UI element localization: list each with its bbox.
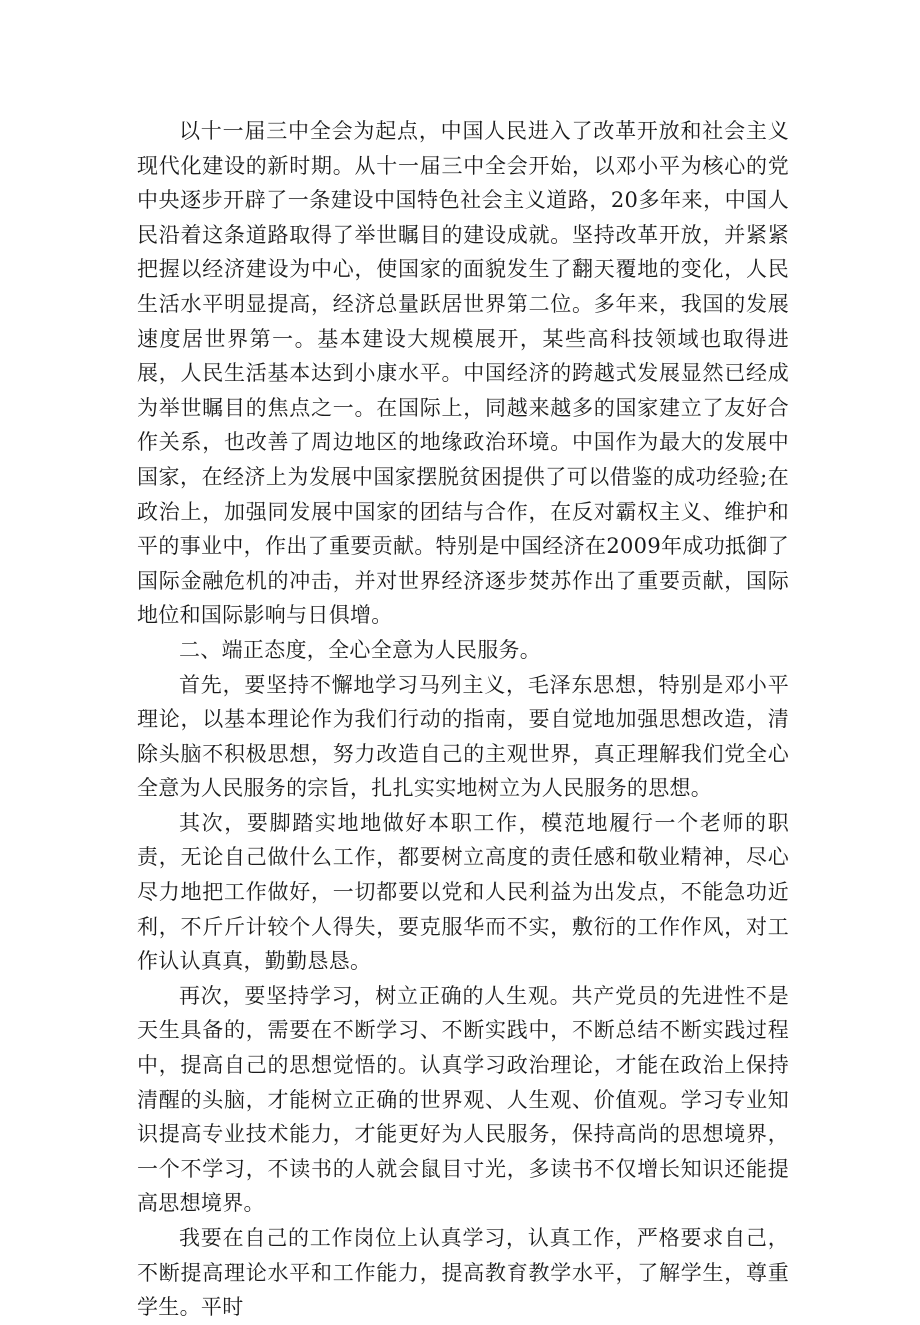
section-heading-serve-people: 二、端正态度，全心全意为人民服务。 xyxy=(179,637,542,662)
paragraph-achievements: 以十一届三中全会为起点，中国人民进入了改革开放和社会主义现代化建设的新时期。从十一届三中全会开始，以邓小平为核心的党中央逐步开辟了一条建设中国特色社会主义道路，20多年来，中国人民沿着这条道路取得了举世瞩目的建设成就。坚持改革开放，并紧紧把握以经济建设为中心，使国家的面貌发生了翻天覆地的变化，人民生活水平明显提高，经济总量跃居世界第二位。多年来，我国的发展速度居世界第一。基本建设大规模展开，某些高科技领域也取得进展，人民生活基本达到小康水平。中国经济的跨越式发展显然已经成为举世瞩目的焦点之一。在国际上，同越来越多的国家建立了友好合作关系，也改善了周边地区的地缘政治环境。中国作为最大的发展中国家，在经济上为发展中国家摆脱贫困提供了可以借鉴的成功经验;在政治上，加强同发展中国家的团结与合作，在反对霸权主义、维护和平的事业中，作出了重要贡献。特别是中国经济在2009年成功抵御了国际金融危机的冲击，并对世界经济逐步焚苏作出了重要贡献，国际地位和国际影响与日俱增。 xyxy=(137,119,789,628)
paragraph-first-study-theory: 首先，要坚持不懈地学习马列主义，毛泽东思想，特别是邓小平理论，以基本理论作为我们行动的指南，要自觉地加强思想改造，清除头脑不积极思想，努力改造自己的主观世界，真正理解我们党全心全意为人民服务的宗旨，扎扎实实地树立为人民服务的思想。 xyxy=(137,672,789,801)
document-body xyxy=(137,114,789,1325)
paragraph-personal-commitment: 我要在自己的工作岗位上认真学习，认真工作，严格要求自己，不断提高理论水平和工作能力，提高教育教学水平，了解学生，尊重学生。平时 xyxy=(137,1226,789,1320)
paragraph-second-do-job-well: 其次，要脚踏实地地做好本职工作，模范地履行一个老师的职责，无论自己做什么工作，都要树立高度的责任感和敬业精神，尽心尽力地把工作做好，一切都要以党和人民利益为出发点，不能急功近利，不斤斤计较个人得失，要克服华而不实，敷衍的工作作风，对工作认认真真，勤勤恳恳。 xyxy=(137,810,789,974)
paragraph-third-keep-learning: 再次，要坚持学习，树立正确的人生观。共产党员的先进性不是天生具备的，需要在不断学习、不断实践中，不断总结不断实践过程中，提高自己的思想觉悟的。认真学习政治理论，才能在政治上保持清醒的头脑，才能树立正确的世界观、人生观、价值观。学习专业知识提高专业技术能力，才能更好为人民服务，保持高尚的思想境界，一个不学习，不读书的人就会鼠目寸光，多读书不仅增长知识还能提高思想境界。 xyxy=(137,983,789,1216)
